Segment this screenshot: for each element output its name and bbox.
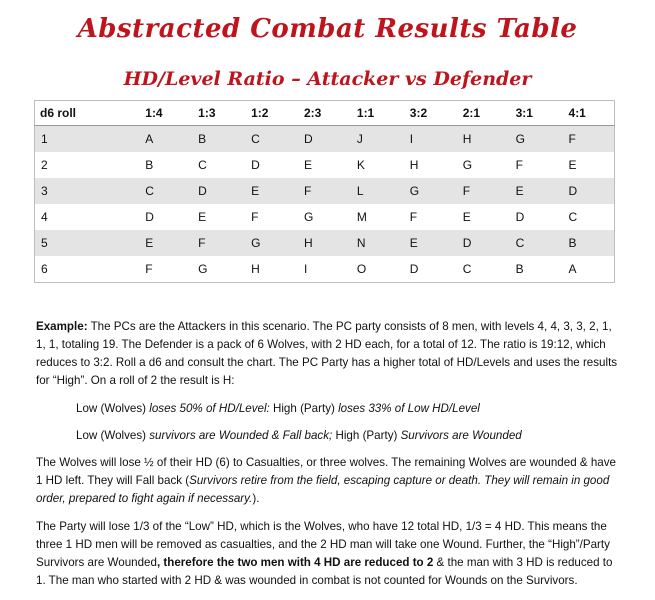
example-label: Example: xyxy=(36,320,88,333)
fall-back-definition: Survivors retire from the field, escaping capture or death. They will remain in good order, prepared to fight again if necessary. xyxy=(36,474,610,505)
table-cell: 6 xyxy=(41,262,48,276)
paragraph-text: The Party will lose 1/3 of the “Low” HD, which is the Wolves, who have 12 total HD, 1/3 = 4 HD. This means the three 1 HD men will be removed as casualties, and the 2 HD man will take one Wound. Further, the “High”/Party Survivors are Wounded xyxy=(36,520,610,569)
table-cell: E xyxy=(568,158,577,172)
result-text: loses 33% of Low HD/Level xyxy=(338,402,480,415)
table-cell: N xyxy=(356,236,366,250)
table-row xyxy=(35,230,615,256)
table-cell: F xyxy=(145,262,153,276)
table-row xyxy=(35,256,615,283)
column-header: 4:1 xyxy=(564,101,615,126)
column-header: 1:2 xyxy=(246,101,299,126)
table-cell: O xyxy=(356,262,367,276)
table-cell: B xyxy=(515,262,524,276)
table-cell: H xyxy=(409,158,419,172)
table-cell: F xyxy=(462,184,471,198)
column-header: 1:3 xyxy=(193,101,246,126)
result-text: Survivors are Wounded xyxy=(400,429,522,442)
table-row xyxy=(35,126,615,153)
column-header: 2:3 xyxy=(299,101,352,126)
table-cell: A xyxy=(145,132,154,146)
example-paragraph xyxy=(36,318,618,390)
table-cell: G xyxy=(462,158,473,172)
result-line-1 xyxy=(36,400,618,418)
page-title: Abstracted Combat Results Table xyxy=(77,14,578,44)
table-cell: G xyxy=(303,210,314,224)
result-text: survivors are Wounded & Fall back; xyxy=(149,429,336,442)
paragraph-text: The Wolves will lose ½ of their HD (6) to Casualties, or three wolves. The remaining Wolves are wounded & have 1 HD left. They will Fall back ( xyxy=(36,456,616,487)
table-cell: E xyxy=(251,184,260,198)
table-cell: D xyxy=(462,236,472,250)
table-cell: M xyxy=(356,210,367,224)
combat-results-table xyxy=(34,100,615,283)
table-cell: F xyxy=(198,236,206,250)
table-cell: D xyxy=(145,210,154,224)
low-label: Low xyxy=(76,402,98,415)
table-cell: F xyxy=(515,158,523,172)
column-header: 3:1 xyxy=(511,101,564,126)
page-subtitle: HD/Level Ratio – Attacker vs Defender xyxy=(123,68,532,90)
table-cell: C xyxy=(145,184,154,198)
high-label: High xyxy=(272,402,297,415)
table-cell: C xyxy=(198,158,207,172)
table-cell: 4 xyxy=(41,210,48,224)
result-line-2 xyxy=(36,427,618,445)
table-cell: 1 xyxy=(41,132,48,146)
explanation-text xyxy=(36,318,618,590)
table-cell: F xyxy=(251,210,259,224)
wolves-paragraph xyxy=(36,454,618,508)
table-cell: J xyxy=(356,132,363,146)
table-cell: 2 xyxy=(41,158,48,172)
column-header: 1:4 xyxy=(140,101,193,126)
table-cell: H xyxy=(462,132,472,146)
table-cell: E xyxy=(198,210,207,224)
table-cell: B xyxy=(145,158,154,172)
table-cell: C xyxy=(251,132,260,146)
table-cell: G xyxy=(251,236,261,250)
table-cell: I xyxy=(303,262,308,276)
result-text: loses 50% of HD/Level: xyxy=(149,402,273,415)
table-cell: E xyxy=(303,158,312,172)
party-paragraph xyxy=(36,518,618,590)
table-cell: G xyxy=(515,132,525,146)
wolves-label: (Wolves) xyxy=(97,402,150,415)
party-label: (Party) xyxy=(296,402,339,415)
column-header: 1:1 xyxy=(352,101,405,126)
example-text: The PCs are the Attackers in this scenario. The PC party consists of 8 men, with levels 4, 4, 3, 3, 2, 1, 1, 1, totaling 19. The Defender is a pack of 6 Wolves, with 2 HD each, for a total of 12. The ratio is 19:12, which reduces to 3:2. Roll a d6 and consult the chart. The PC Party has a higher total of HD/Levels and uses the results for “High”. On a roll of 2 the result is H: xyxy=(36,320,618,387)
table-cell: D xyxy=(515,210,525,224)
table-cell: G xyxy=(198,262,208,276)
table-cell: 5 xyxy=(41,236,48,250)
table-cell: C xyxy=(568,210,578,224)
column-header: 2:1 xyxy=(458,101,511,126)
table-cell: F xyxy=(568,132,576,146)
high-label: High xyxy=(335,429,360,442)
table-cell: E xyxy=(462,210,471,224)
table-cell: L xyxy=(356,184,364,198)
wolves-label: (Wolves) xyxy=(97,429,150,442)
table-cell: D xyxy=(303,132,313,146)
paragraph-text: & the man with 3 HD is reduced to 1. The man who started with 2 HD & was wounded in combat is not counted for Wounds on the Survivors. xyxy=(36,556,613,587)
table-cell: H xyxy=(303,236,313,250)
table-cell: H xyxy=(251,262,260,276)
bold-text: , therefore the two men with 4 HD are reduced to 2 xyxy=(156,556,434,569)
table-cell: D xyxy=(251,158,260,172)
party-label: (Party) xyxy=(359,429,401,442)
table-cell: B xyxy=(568,236,577,250)
column-header: 3:2 xyxy=(405,101,458,126)
table-cell: A xyxy=(568,262,577,276)
table-cell: E xyxy=(145,236,154,250)
table-cell: F xyxy=(409,210,418,224)
table-row xyxy=(35,178,615,204)
table-row xyxy=(35,152,615,178)
table-cell: 3 xyxy=(41,184,48,198)
table-cell: C xyxy=(515,236,525,250)
paragraph-text: ). xyxy=(252,492,260,505)
table-cell: D xyxy=(198,184,207,198)
low-label: Low xyxy=(76,429,98,442)
table-row xyxy=(35,204,615,230)
table-header-row xyxy=(35,101,615,126)
table-cell: E xyxy=(409,236,418,250)
column-header: d6 roll xyxy=(35,101,141,126)
table-cell: G xyxy=(409,184,420,198)
table-cell: E xyxy=(515,184,524,198)
table-cell: F xyxy=(303,184,312,198)
table-cell: D xyxy=(409,262,419,276)
table-cell: D xyxy=(568,184,578,198)
table-cell: C xyxy=(462,262,472,276)
table-cell: B xyxy=(198,132,207,146)
table-cell: K xyxy=(356,158,365,172)
table-cell: I xyxy=(409,132,414,146)
